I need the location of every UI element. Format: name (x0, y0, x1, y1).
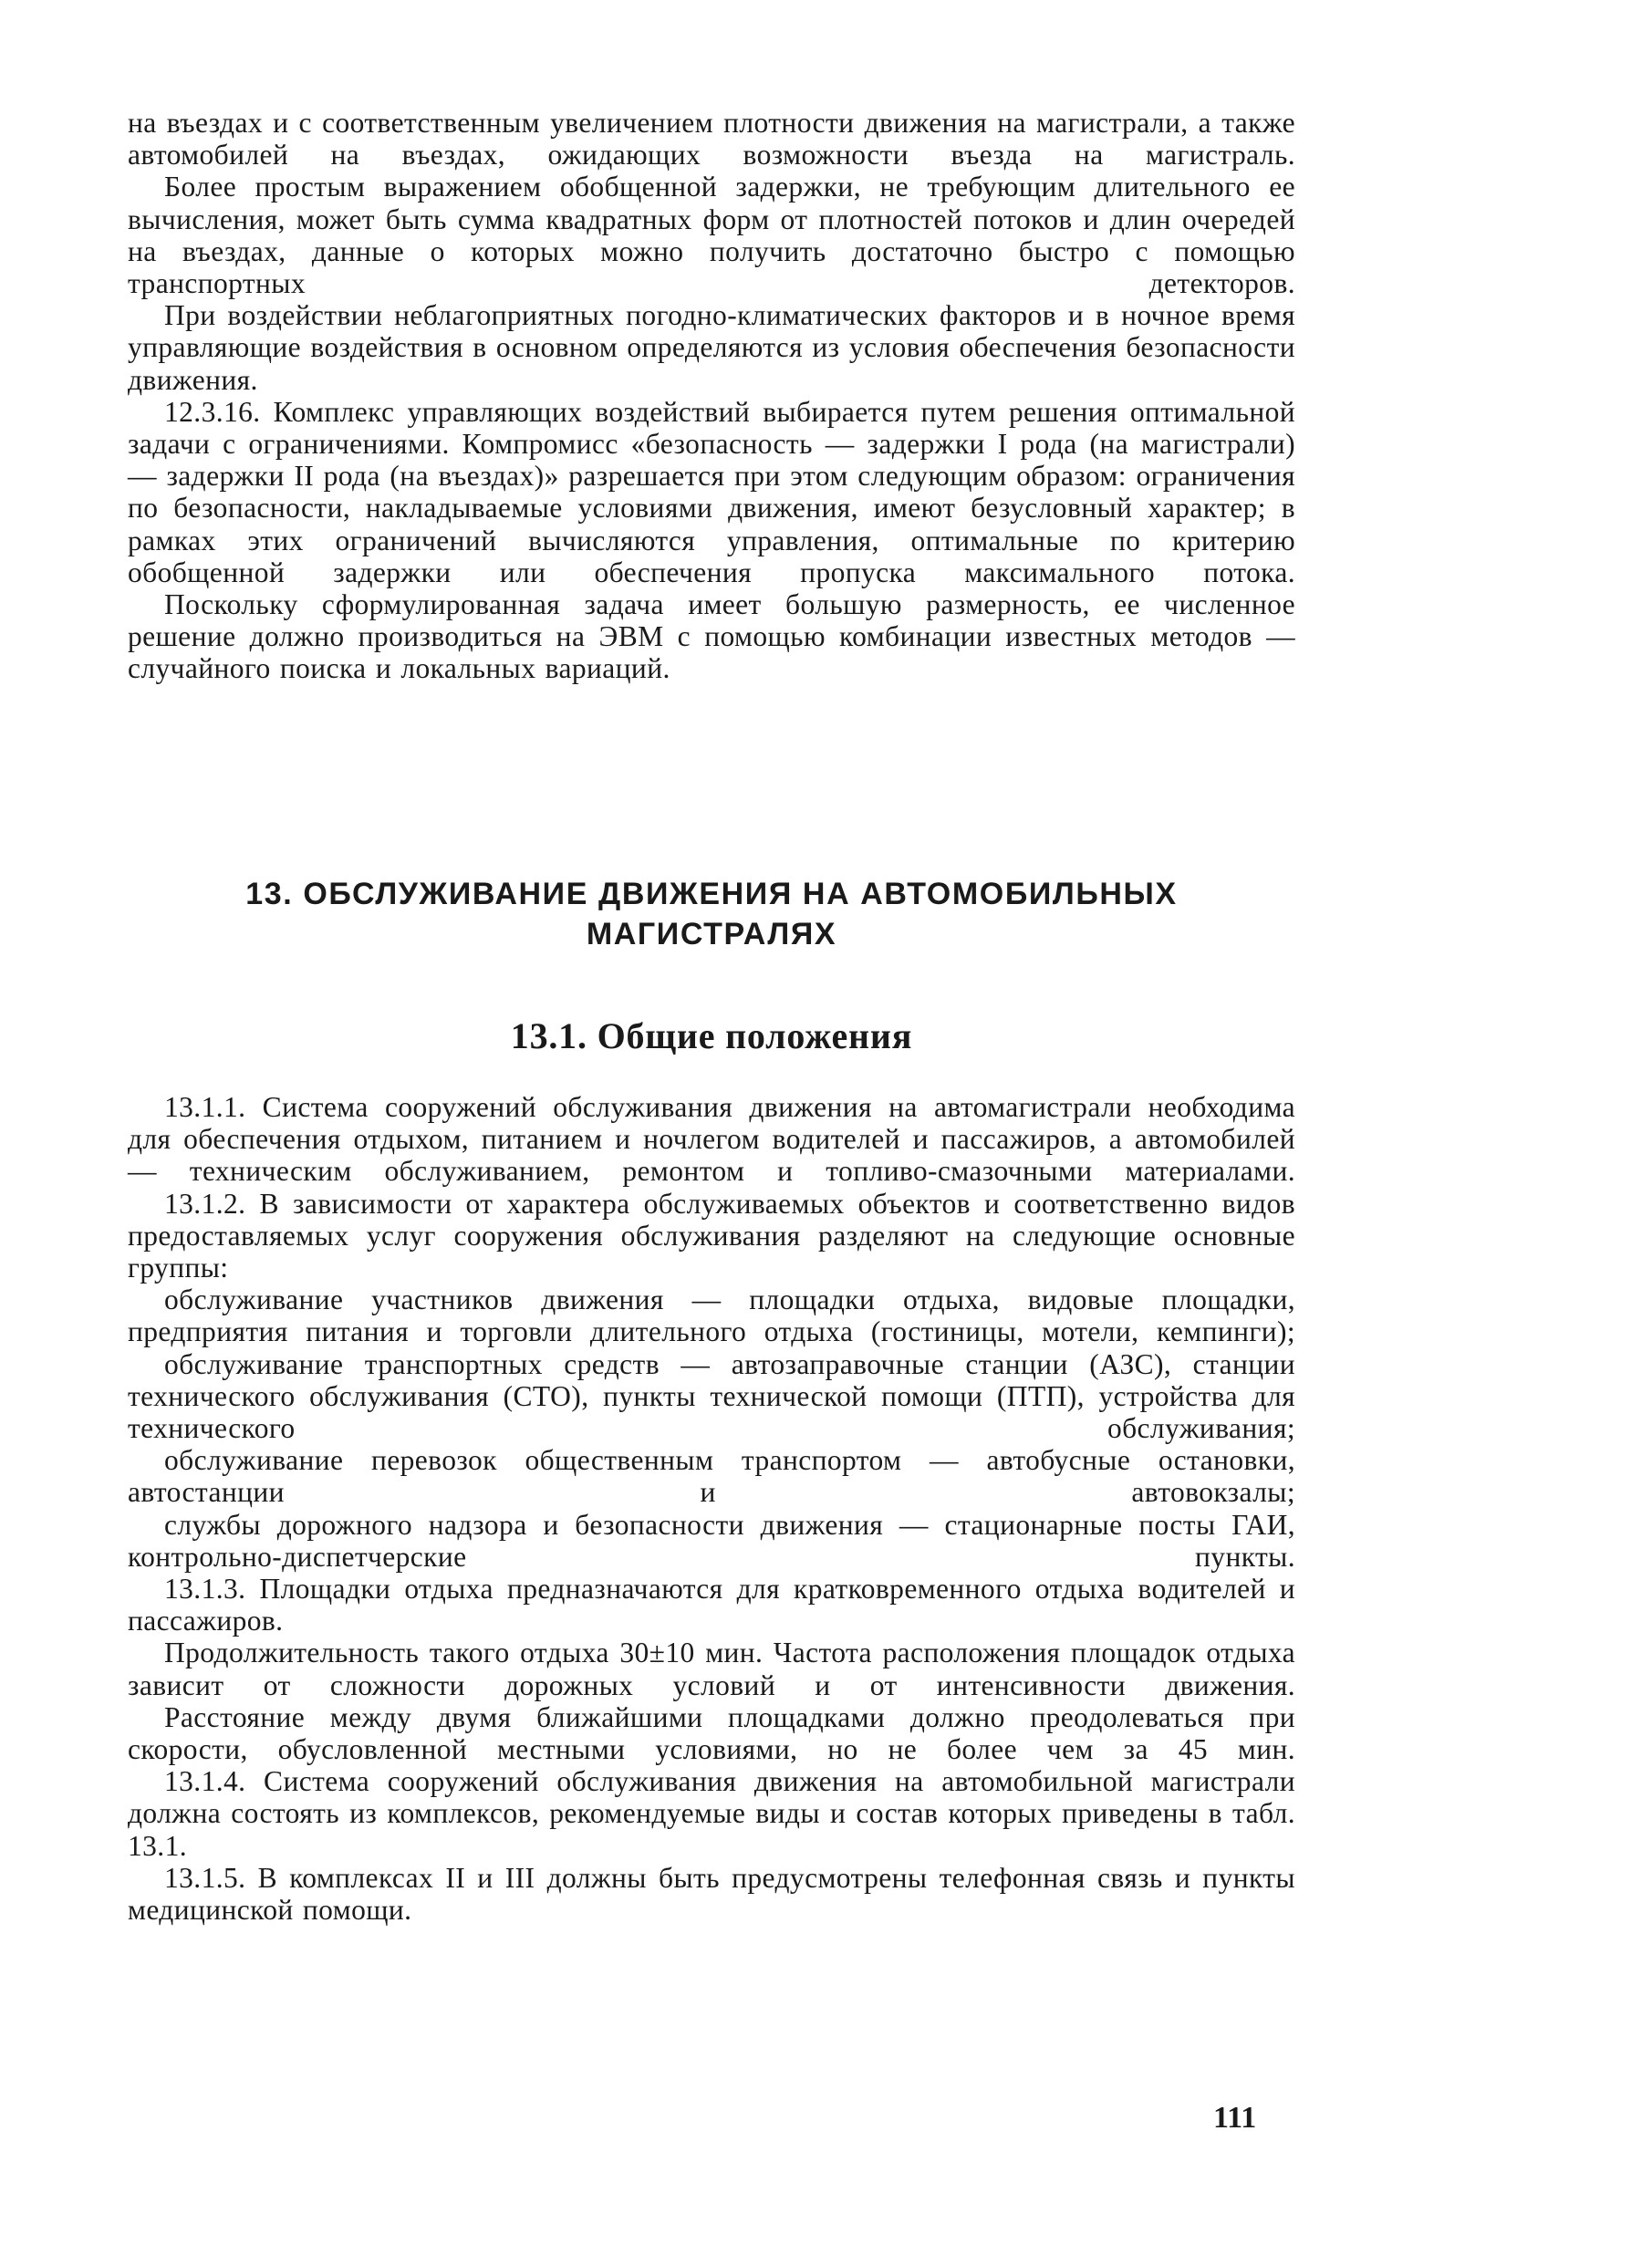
list-item: обслуживание участников движения — площадки отдыха, видовые площадки, предприятия питания и торговли длительного отдыха (гостиницы, мотели, кемпинги); (128, 1284, 1295, 1348)
page-number: 111 (1213, 2101, 1257, 2135)
paragraph: При воздействии неблагоприятных погодно-климатических факторов и в ночное время управляющие воздействия в основном определяются из условия обеспечения безопасности движения. (128, 299, 1295, 396)
paragraph: Поскольку сформулированная задача имеет большую размерность, ее численное решение должно производиться на ЭВМ с помощью комбинации известных методов — случайного поиска и локальных вариаций. (128, 588, 1295, 685)
chapter-title-line: МАГИСТРАЛЯХ (586, 917, 837, 951)
paragraph: Расстояние между двумя ближайшими площадками должно преодолеваться при скорости, обусловленной местными условиями, но не более чем за 45 мин. (128, 1700, 1295, 1766)
paragraph: 13.1.2. В зависимости от характера обслуживаемых объектов и соответственно видов предоставляемых услуг сооружения обслуживания разделяют на следующие основные группы: (128, 1187, 1295, 1284)
paragraph: 13.1.3. Площадки отдыха предназначаются для кратковременного отдыха водителей и пассажиров. (128, 1573, 1295, 1637)
section-text-block (128, 1091, 1295, 1926)
chapter-title (128, 874, 1295, 954)
section-title: 13.1. Общие положения (510, 1015, 913, 1056)
paragraph: 13.1.1. Система сооружений обслуживания движения на автомагистрали необходима для обеспечения отдыхом, питанием и ночлегом водителей и пассажиров, а автомобилей — техническим обслуживанием, ремонтом и топливо-смазочными материалами. (128, 1091, 1295, 1188)
paragraph: Продолжительность такого отдыха 30±10 мин. Частота расположения площадок отдыха зависит от сложности дорожных условий и от интенсивности движения. (128, 1637, 1295, 1701)
paragraph: 12.3.16. Комплекс управляющих воздействий выбирается путем решения оптимальной задачи с ограничениями. Компромисс «безопасность — задержки I рода (на магистрали) — задержки II рода (на въездах)» разрешается при этом следующим образом: ограничения по безопасности, накладываемые условиями движения, имеют безусловный характер; в рамках этих ограничений вычисляются управления, оптимальные по критерию обобщенной задержки или обеспечения пропуска максимального потока. (128, 395, 1295, 588)
paragraph: 13.1.5. В комплексах II и III должны быть предусмотрены телефонная связь и пункты медицинской помощи. (128, 1861, 1295, 1927)
continued-text-block (128, 107, 1295, 685)
paragraph: Более простым выражением обобщенной задержки, не требующим длительного ее вычисления, может быть сумма квадратных форм от плотностей потоков и длин очередей на въездах, данные о которых можно получить достаточно быстро с помощью транспортных детекторов. (128, 171, 1295, 300)
list-item: службы дорожного надзора и безопасности движения — стационарные посты ГАИ, контрольно-диспетчерские пункты. (128, 1508, 1295, 1573)
list-item: обслуживание перевозок общественным транспортом — автобусные остановки, автостанции и автовокзалы; (128, 1444, 1295, 1509)
chapter-title-line: 13. ОБСЛУЖИВАНИЕ ДВИЖЕНИЯ НА АВТОМОБИЛЬНЫХ (245, 877, 1178, 911)
paragraph: 13.1.4. Система сооружений обслуживания движения на автомобильной магистрали должна состоять из комплексов, рекомендуемые виды и состав которых приведены в табл. 13.1. (128, 1765, 1295, 1862)
paragraph: на въездах и с соответственным увеличением плотности движения на магистрали, а также автомобилей на въездах, ожидающих возможности въезда на магистраль. (128, 107, 1295, 172)
list-item: обслуживание транспортных средств — автозаправочные станции (АЗС), станции технического обслуживания (СТО), пункты технической помощи (ПТП), устройства для технического обслуживания; (128, 1347, 1295, 1445)
